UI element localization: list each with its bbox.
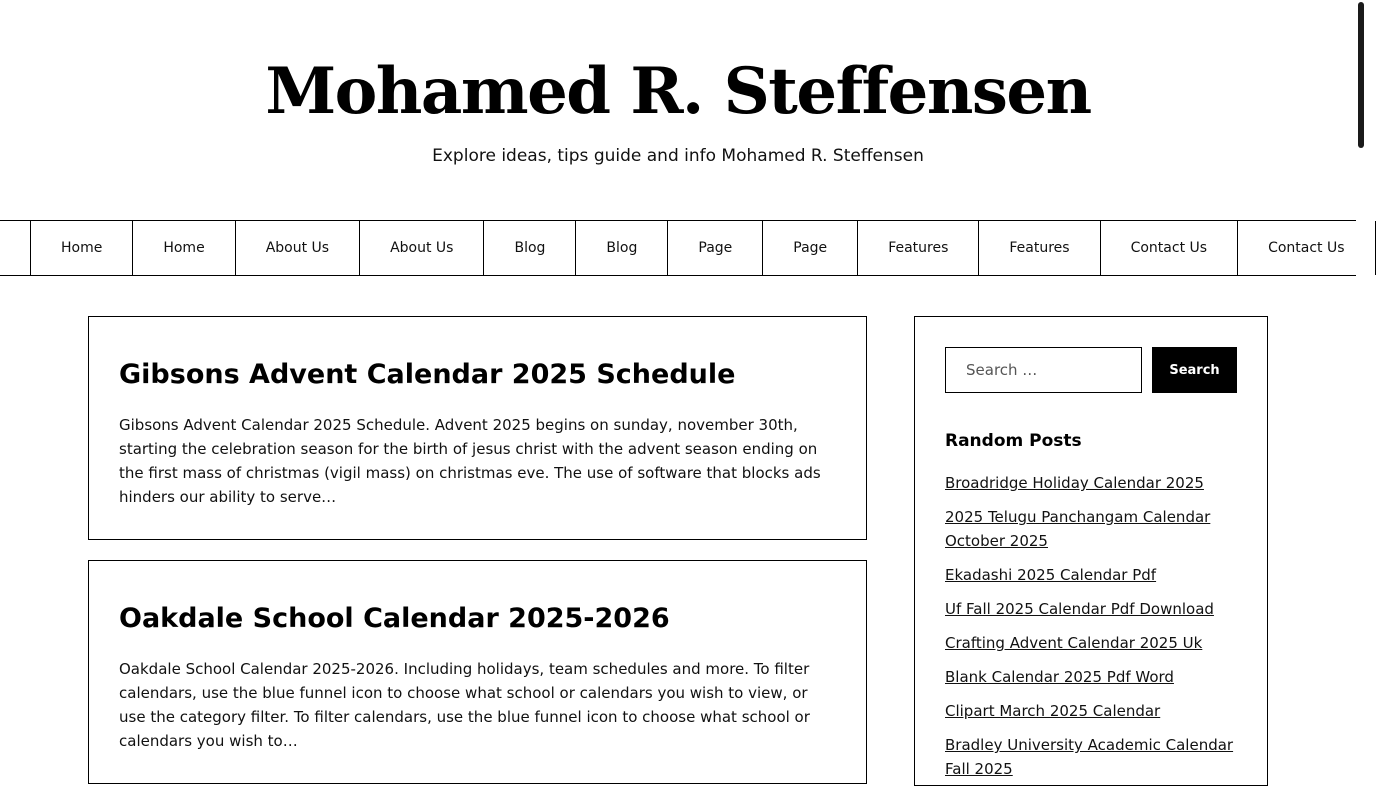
site-tagline: Explore ideas, tips guide and info Mohamed R. Steffensen xyxy=(432,146,924,166)
list-item xyxy=(945,665,1237,689)
list-item xyxy=(945,597,1237,621)
random-post-link[interactable]: Bradley University Academic Calendar Fall 2025 xyxy=(945,736,1234,778)
list-item xyxy=(945,563,1237,587)
scrollbar[interactable] xyxy=(1356,0,1366,768)
random-post-link[interactable]: Uf Fall 2025 Calendar Pdf Download xyxy=(945,600,1214,618)
nav-item-about-us[interactable]: About Us xyxy=(236,221,360,275)
nav-item-blog[interactable]: Blog xyxy=(484,221,576,275)
nav-item-features-2[interactable]: Features xyxy=(979,221,1100,275)
nav-list xyxy=(30,221,1376,275)
list-item xyxy=(945,733,1237,781)
random-posts-title: Random Posts xyxy=(945,431,1082,451)
random-post-link[interactable]: Crafting Advent Calendar 2025 Uk xyxy=(945,634,1203,652)
search-form xyxy=(945,347,1237,393)
nav-item-contact-us-2[interactable]: Contact Us xyxy=(1238,221,1375,275)
post-card xyxy=(88,560,867,784)
nav-item-features[interactable]: Features xyxy=(858,221,979,275)
random-post-link[interactable]: Blank Calendar 2025 Pdf Word xyxy=(945,668,1174,686)
site-title[interactable]: Mohamed R. Steffensen xyxy=(265,54,1091,129)
post-title[interactable]: Oakdale School Calendar 2025-2026 xyxy=(119,603,670,634)
random-posts-list xyxy=(945,471,1237,781)
search-input[interactable] xyxy=(945,347,1142,393)
random-post-link[interactable]: Broadridge Holiday Calendar 2025 xyxy=(945,474,1204,492)
scrollbar-thumb[interactable] xyxy=(1358,2,1364,148)
nav-item-contact-us[interactable]: Contact Us xyxy=(1101,221,1238,275)
list-item xyxy=(945,699,1237,723)
nav-item-blog-2[interactable]: Blog xyxy=(576,221,668,275)
post-excerpt: Oakdale School Calendar 2025-2026. Including holidays, team schedules and more. To filter calendars, use the blue funnel icon to choose what school or calendars you wish to view, or use the category filter. To filter calendars, use the blue funnel icon to choose what school or calendars you wish to… xyxy=(119,660,810,750)
post-title[interactable]: Gibsons Advent Calendar 2025 Schedule xyxy=(119,359,736,390)
sidebar xyxy=(914,316,1268,786)
random-post-link[interactable]: 2025 Telugu Panchangam Calendar October 2025 xyxy=(945,508,1211,550)
post-list xyxy=(88,316,867,804)
random-post-link[interactable]: Clipart March 2025 Calendar xyxy=(945,702,1161,720)
nav-item-home[interactable]: Home xyxy=(31,221,133,275)
list-item xyxy=(945,471,1237,495)
post-excerpt: Gibsons Advent Calendar 2025 Schedule. Advent 2025 begins on sunday, november 30th, starting the celebration season for the birth of jesus christ with the advent season ending on the first mass of christmas (vigil mass) on christmas eve. The use of software that blocks ads hinders our ability to serve… xyxy=(119,416,821,506)
nav-item-about-us-2[interactable]: About Us xyxy=(360,221,484,275)
list-item xyxy=(945,631,1237,655)
nav-item-page-2[interactable]: Page xyxy=(763,221,858,275)
site-header xyxy=(0,0,1356,220)
nav-item-page[interactable]: Page xyxy=(668,221,763,275)
search-button[interactable]: Search xyxy=(1152,347,1237,393)
random-post-link[interactable]: Ekadashi 2025 Calendar Pdf xyxy=(945,566,1157,584)
main-navigation xyxy=(0,220,1356,276)
post-card xyxy=(88,316,867,540)
list-item xyxy=(945,505,1237,553)
nav-item-home-2[interactable]: Home xyxy=(133,221,235,275)
